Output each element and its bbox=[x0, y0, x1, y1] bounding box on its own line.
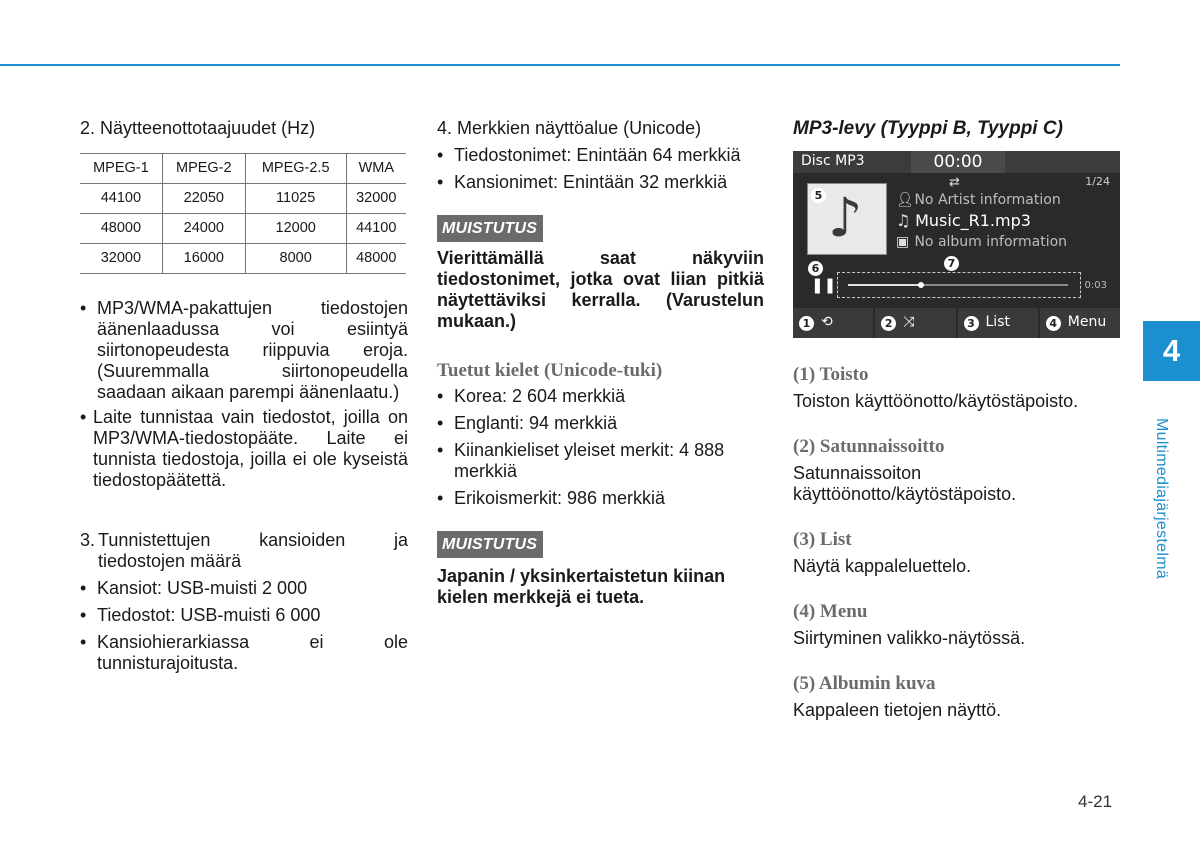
note-text: Vierittämällä saat näkyviin tiedostonimet, jotka ovat liian pitkiä näytettäviksi kerralla. (Varustelun mukaan.) bbox=[437, 248, 764, 331]
list-item: • Kansiot: USB-muisti 2 000 bbox=[80, 578, 308, 598]
repeat-icon: ⟲ bbox=[821, 314, 833, 330]
shuffle-icon: ⤨ bbox=[903, 314, 915, 330]
middle-column bbox=[437, 118, 764, 608]
list-item: • Erikoismerkit: 986 merkkiä bbox=[437, 488, 666, 508]
list-item: • MP3/WMA-pakattujen tiedostojen äänenlaadussa voi esiintyä siirtonopeudesta riippuvia eroja. (Suuremmalla siirtonopeudella saadaan aikaan parempi äänenlaatu.) bbox=[80, 298, 408, 402]
right-column bbox=[793, 118, 1121, 139]
table-cell: 24000 bbox=[162, 214, 245, 244]
table-cell: 44100 bbox=[80, 184, 162, 214]
item-heading: (4) Menu bbox=[793, 601, 868, 622]
section-title: MP3-levy (Tyyppi B, Tyyppi C) bbox=[793, 118, 1063, 139]
callout-6: 6 bbox=[808, 261, 823, 276]
artist-info: 👤︎ No Artist information bbox=[896, 192, 1061, 208]
note-badge: MUISTUTUS bbox=[437, 531, 543, 558]
item-text: Näytä kappaleluettelo. bbox=[793, 556, 972, 576]
list-item: • Laite tunnistaa vain tiedostot, joilla on MP3/WMA-tiedostopääte. Laite ei tunnista tiedostoja, joilla ei ole kyseistä tiedostopäätettä. bbox=[80, 407, 408, 490]
function-list bbox=[793, 364, 1121, 721]
item-text: Toiston käyttöönotto/käytöstäpoisto. bbox=[793, 391, 1079, 411]
list-item: • Englanti: 94 merkkiä bbox=[437, 413, 618, 433]
list-item: • Korea: 2 604 merkkiä bbox=[437, 386, 626, 406]
item-text: Siirtyminen valikko-näytössä. bbox=[793, 628, 1026, 648]
table-header: WMA bbox=[346, 154, 406, 184]
table-cell: 48000 bbox=[346, 244, 406, 274]
chapter-tab: 4 bbox=[1143, 321, 1200, 381]
list-item: • Kansiohierarkiassa ei ole tunnisturajoitusta. bbox=[80, 632, 408, 673]
table-header: MPEG-2 bbox=[162, 154, 245, 184]
list-button[interactable] bbox=[958, 308, 1038, 338]
table-cell: 11025 bbox=[245, 184, 346, 214]
table-header: MPEG-1 bbox=[80, 154, 162, 184]
song-info: ♫ Music_R1.mp3 bbox=[896, 211, 1031, 230]
table-row bbox=[80, 214, 406, 244]
callout-1: 1 bbox=[799, 316, 814, 331]
callout-7: 7 bbox=[944, 256, 959, 271]
callout-4: 4 bbox=[1046, 316, 1061, 331]
header-rule bbox=[0, 64, 1120, 66]
album-icon: ▣ bbox=[896, 234, 910, 250]
menu-label: Menu bbox=[1067, 314, 1107, 330]
album-info: ▣ No album information bbox=[896, 234, 1068, 250]
progress-knob[interactable] bbox=[918, 282, 924, 288]
softkey-bar bbox=[793, 308, 1120, 338]
table-cell: 12000 bbox=[245, 214, 346, 244]
note-badge: MUISTUTUS bbox=[437, 215, 543, 242]
table-cell: 16000 bbox=[162, 244, 245, 274]
item-heading: (2) Satunnaissoitto bbox=[793, 436, 945, 457]
elapsed-time: 0:03 bbox=[1084, 280, 1107, 291]
music-icon: ♫ bbox=[896, 211, 911, 230]
list-item: • Tiedostonimet: Enintään 64 merkkiä bbox=[437, 145, 741, 165]
sample-rate-heading: 2. Näytteenottotaajuudet (Hz) bbox=[80, 118, 316, 138]
table-cell: 44100 bbox=[346, 214, 406, 244]
item-heading: (3) List bbox=[793, 529, 852, 550]
note-text: Japanin / yksinkertaistetun kiinan kielen merkkejä ei tueta. bbox=[437, 566, 726, 607]
list-item: • Tiedostot: USB-muisti 6 000 bbox=[80, 605, 321, 625]
repeat-button[interactable] bbox=[793, 308, 873, 338]
item-text: Satunnaissoiton käyttöönotto/käytöstäpoisto. bbox=[793, 463, 1017, 504]
table-cell: 32000 bbox=[346, 184, 406, 214]
progress-track bbox=[848, 284, 1068, 286]
track-count: 1/24 bbox=[1085, 175, 1110, 188]
item-heading: (5) Albumin kuva bbox=[793, 673, 936, 694]
mp3-screen bbox=[793, 151, 1120, 338]
pause-button[interactable]: ❚❚ bbox=[811, 276, 837, 294]
screen-clock: 00:00 bbox=[911, 151, 1005, 173]
repeat-status-icon: ⇄ bbox=[949, 175, 960, 190]
section-3-heading: 3. Tunnistettujen kansioiden ja tiedostojen määrä bbox=[80, 530, 408, 571]
item-heading: (1) Toisto bbox=[793, 364, 869, 385]
table-cell: 22050 bbox=[162, 184, 245, 214]
languages-heading: Tuetut kielet (Unicode-tuki) bbox=[437, 360, 663, 381]
callout-2: 2 bbox=[881, 316, 896, 331]
table-header: MPEG-2.5 bbox=[245, 154, 346, 184]
list-label: List bbox=[985, 314, 1010, 330]
item-text: Kappaleen tietojen näyttö. bbox=[793, 700, 1002, 720]
table-row bbox=[80, 184, 406, 214]
table-cell: 48000 bbox=[80, 214, 162, 244]
callout-5: 5 bbox=[811, 188, 826, 203]
menu-button[interactable] bbox=[1040, 308, 1120, 338]
shuffle-button[interactable] bbox=[875, 308, 955, 338]
list-item: • Kiinankieliset yleiset merkit: 4 888 merkkiä bbox=[437, 440, 725, 481]
screen-source: Disc MP3 bbox=[801, 153, 865, 169]
sample-rate-table bbox=[80, 153, 406, 274]
page-number: 4-21 bbox=[1078, 792, 1113, 811]
table-cell: 8000 bbox=[245, 244, 346, 274]
table-cell: 32000 bbox=[80, 244, 162, 274]
music-note-icon: ♪ bbox=[828, 186, 863, 249]
table-row bbox=[80, 244, 406, 274]
progress-fill bbox=[848, 284, 921, 286]
person-icon: 👤︎ bbox=[896, 192, 914, 208]
callout-3: 3 bbox=[964, 316, 979, 331]
left-column bbox=[80, 118, 408, 674]
list-item: • Kansionimet: Enintään 32 merkkiä bbox=[437, 172, 728, 192]
progress-bar[interactable] bbox=[837, 272, 1081, 298]
unicode-heading: 4. Merkkien näyttöalue (Unicode) bbox=[437, 118, 702, 138]
chapter-label: Multimediajärjestelmä bbox=[1153, 418, 1170, 580]
